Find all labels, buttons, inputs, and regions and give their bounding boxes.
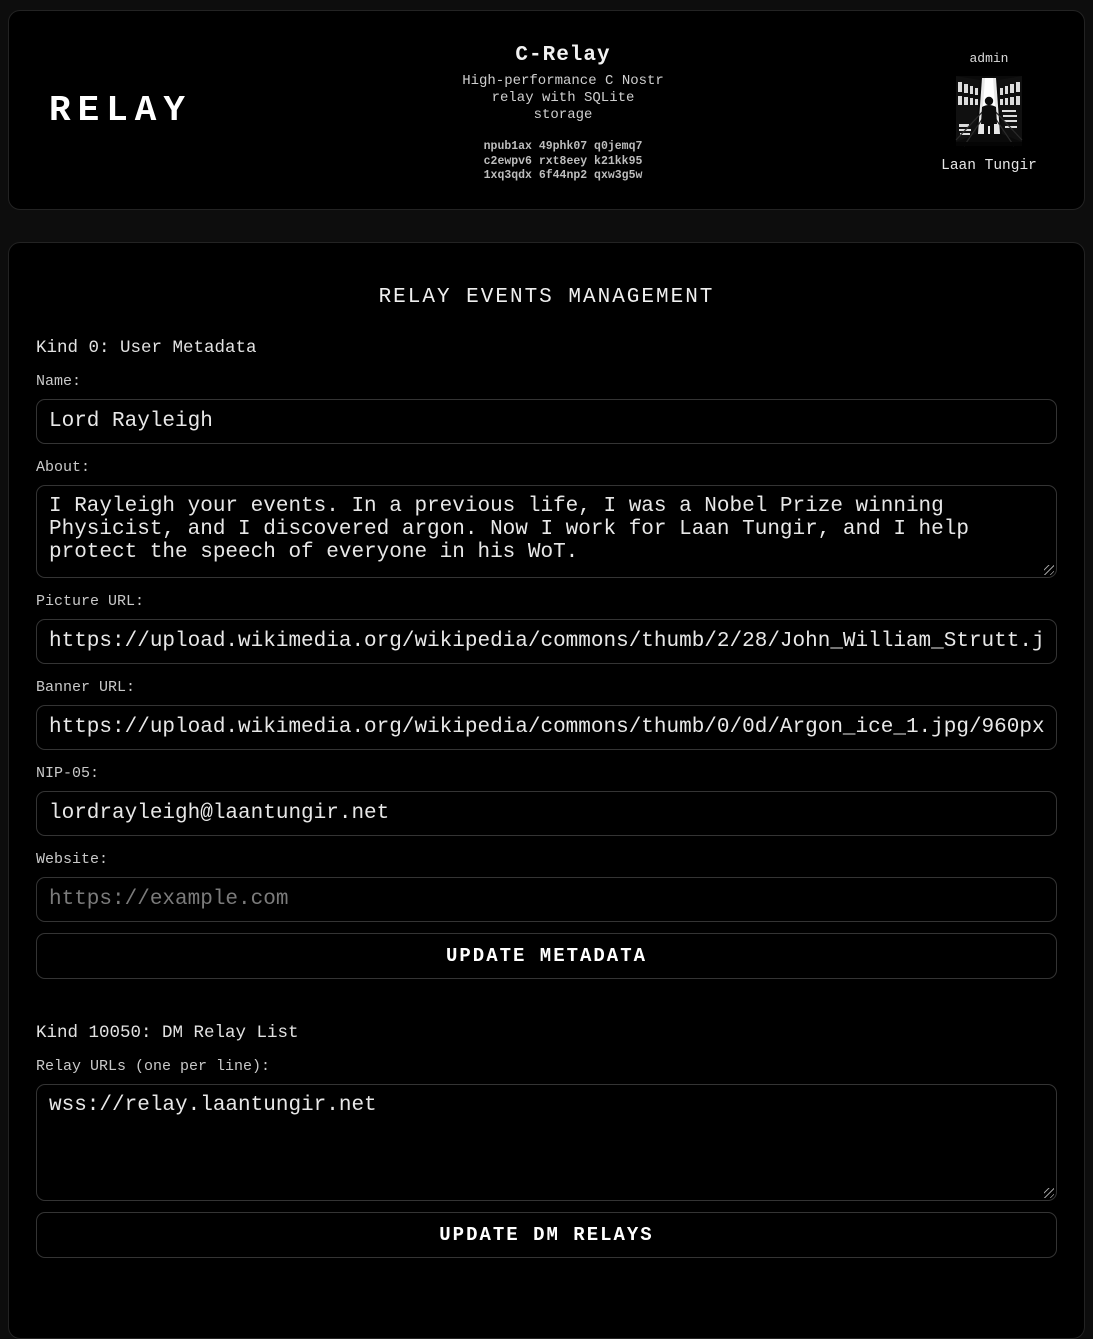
picture-url-label: Picture URL:	[36, 593, 145, 610]
admin-name: Laan Tungir	[941, 158, 1037, 174]
app-title: C-Relay	[515, 44, 611, 67]
header-card	[8, 10, 1085, 210]
section-heading-kind10050: Kind 10050: DM Relay List	[36, 1023, 299, 1043]
page-title: RELAY EVENTS MANAGEMENT	[378, 286, 715, 309]
subtitle-line: High-performance C Nostr	[462, 73, 664, 89]
section-heading-kind0: Kind 0: User Metadata	[36, 338, 257, 358]
nip05-label: NIP-05:	[36, 765, 100, 782]
relay-events-card	[8, 242, 1085, 1339]
nip05-input[interactable]	[36, 791, 1057, 836]
npub-line: 1xq3qdx 6f44np2 qxw3g5w	[483, 169, 643, 182]
relay-logo: RELAY	[49, 89, 193, 131]
header-center	[462, 11, 664, 209]
update-dm-relays-button[interactable]: UPDATE DM RELAYS	[36, 1212, 1057, 1258]
picture-url-input[interactable]	[36, 619, 1057, 664]
banner-url-label: Banner URL:	[36, 679, 136, 696]
admin-panel	[934, 11, 1044, 209]
name-label: Name:	[36, 373, 82, 390]
app-subtitle	[462, 73, 664, 124]
banner-url-input[interactable]	[36, 705, 1057, 750]
subtitle-line: storage	[533, 107, 593, 123]
website-label: Website:	[36, 851, 109, 868]
npub-line: c2ewpv6 rxt8eey k21kk95	[483, 154, 643, 168]
relay-urls-textarea[interactable]	[36, 1084, 1057, 1201]
about-label: About:	[36, 459, 91, 476]
npub-line: npub1ax 49phk07 q0jemq7	[483, 140, 643, 153]
name-input[interactable]	[36, 399, 1057, 444]
admin-avatar-image	[956, 76, 1022, 146]
website-input[interactable]	[36, 877, 1057, 922]
subtitle-line: relay with SQLite	[491, 90, 635, 106]
admin-label: admin	[969, 51, 1009, 66]
relay-urls-label: Relay URLs (one per line):	[36, 1058, 271, 1075]
npub-key	[462, 140, 664, 184]
about-textarea[interactable]	[36, 485, 1057, 578]
update-metadata-button[interactable]: UPDATE METADATA	[36, 933, 1057, 979]
